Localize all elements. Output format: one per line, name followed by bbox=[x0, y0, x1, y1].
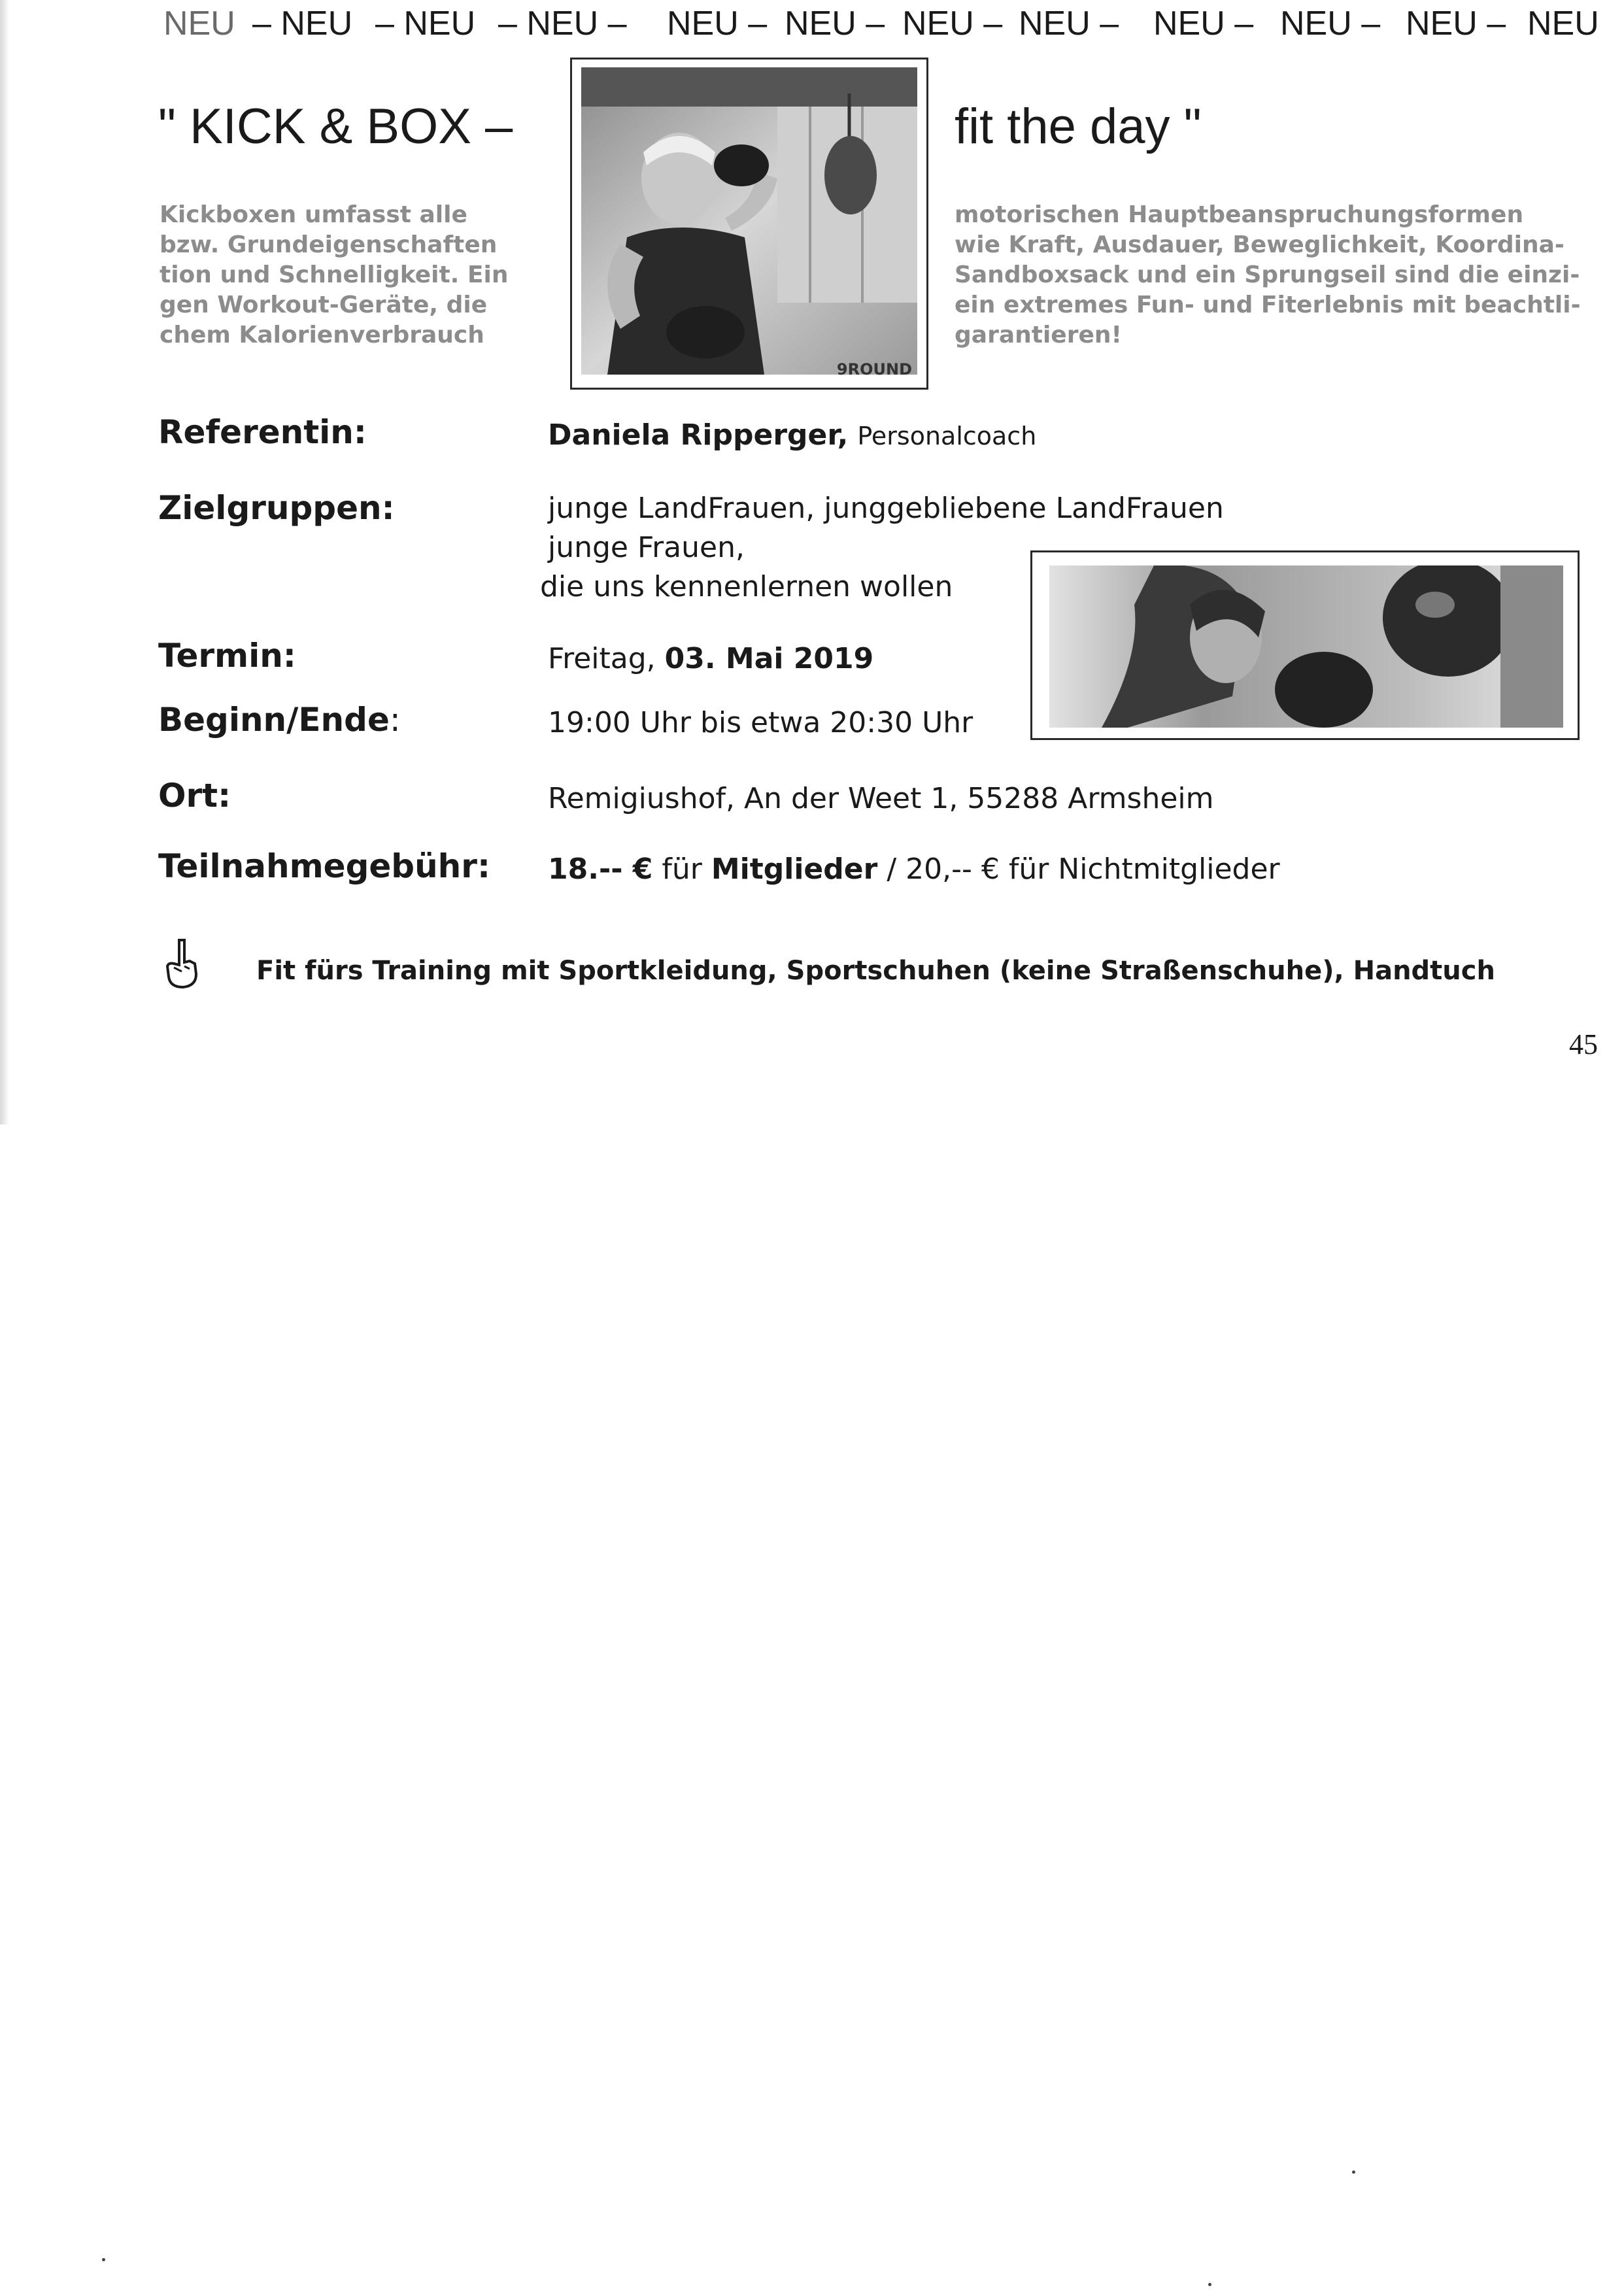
gebuehr-member: Mitglieder bbox=[711, 852, 878, 886]
banner-item: NEU – bbox=[1153, 5, 1254, 42]
banner-item: NEU – bbox=[667, 5, 768, 42]
banner-item: NEU – bbox=[785, 5, 885, 42]
gebuehr-fuer: für bbox=[662, 852, 702, 886]
banner-item: NEU bbox=[163, 5, 235, 42]
title-left: " KICK & BOX – bbox=[158, 99, 513, 154]
banner-item: – NEU bbox=[375, 5, 476, 42]
beginn-label-text: Beginn/Ende bbox=[158, 701, 390, 739]
ort-label: Ort: bbox=[158, 777, 231, 815]
intro-line: Kickboxen umfasst alle bbox=[160, 201, 467, 228]
photo-watermark: 9ROUND bbox=[836, 360, 912, 379]
referentin-name: Daniela Ripperger, bbox=[548, 418, 849, 452]
scan-speck bbox=[1352, 2170, 1355, 2174]
banner-item: NEU – bbox=[1406, 5, 1506, 42]
intro-line: chem Kalorienverbrauch bbox=[160, 322, 484, 348]
scan-edge-shadow bbox=[0, 0, 9, 1124]
gebuehr-value bbox=[548, 852, 1280, 886]
intro-line: ein extremes Fun- und Fiterlebnis mit beachtli- bbox=[955, 292, 1581, 318]
title-right: fit the day " bbox=[955, 99, 1202, 154]
zielgruppen-label: Zielgruppen: bbox=[158, 489, 395, 527]
banner-item: NEU bbox=[1527, 5, 1599, 42]
beginn-value: 19:00 Uhr bis etwa 20:30 Uhr bbox=[548, 706, 973, 739]
gebuehr-member-price: 18.-- € bbox=[548, 852, 653, 886]
intro-right-column bbox=[955, 200, 1581, 350]
banner-item: NEU – bbox=[1019, 5, 1119, 42]
intro-line: tion und Schnelligkeit. Ein bbox=[160, 261, 509, 288]
intro-line: gen Workout-Geräte, die bbox=[160, 292, 488, 318]
intro-line: bzw. Grundeigenschaften bbox=[160, 231, 498, 258]
termin-value bbox=[548, 642, 873, 675]
page-number: 45 bbox=[1569, 1028, 1598, 1060]
termin-day: Freitag, bbox=[548, 642, 656, 675]
ort-value: Remigiushof, An der Weet 1, 55288 Armsheim bbox=[548, 782, 1214, 815]
termin-label: Termin: bbox=[158, 637, 296, 675]
referentin-role: Personalcoach bbox=[857, 422, 1037, 450]
zielgruppen-line: junge Frauen, bbox=[548, 531, 745, 564]
intro-line: wie Kraft, Ausdauer, Beweglichkeit, Koordina- bbox=[955, 231, 1565, 258]
zielgruppen-line: junge LandFrauen, junggebliebene LandFrauen bbox=[548, 492, 1224, 525]
scan-speck bbox=[102, 2258, 105, 2261]
gebuehr-rest: / 20,-- € für Nichtmitglieder bbox=[887, 852, 1280, 886]
note-text: Fit fürs Training mit Sportkleidung, Sportschuhen (keine Straßenschuhe), Handtuch bbox=[256, 956, 1495, 986]
pointing-hand-icon bbox=[162, 937, 201, 990]
intro-line: Sandboxsack und ein Sprungseil sind die einzi- bbox=[955, 261, 1580, 288]
beginn-label-colon: : bbox=[389, 701, 401, 739]
neu-banner bbox=[163, 4, 1602, 50]
boxing-woman-photo bbox=[1030, 550, 1580, 740]
beginn-label bbox=[158, 701, 401, 739]
referentin-value bbox=[548, 418, 1036, 452]
banner-item: – NEU bbox=[252, 5, 353, 42]
zielgruppen-line: die uns kennenlernen wollen bbox=[540, 570, 953, 603]
boxing-woman-photo-image bbox=[1049, 565, 1563, 728]
banner-item: NEU – bbox=[1280, 5, 1381, 42]
intro-line: motorischen Hauptbeanspruchungsformen bbox=[955, 201, 1524, 228]
scan-speck bbox=[1208, 2283, 1211, 2286]
referentin-label: Referentin: bbox=[158, 413, 367, 451]
intro-line: garantieren! bbox=[955, 322, 1122, 348]
gebuehr-label: Teilnahmegebühr: bbox=[158, 847, 490, 885]
banner-item: NEU – bbox=[902, 5, 1003, 42]
termin-date: 03. Mai 2019 bbox=[664, 642, 874, 675]
banner-item: – NEU – bbox=[498, 5, 627, 42]
boxer-photo-image bbox=[581, 67, 917, 375]
intro-left-column bbox=[160, 200, 508, 350]
boxer-photo bbox=[570, 58, 928, 390]
